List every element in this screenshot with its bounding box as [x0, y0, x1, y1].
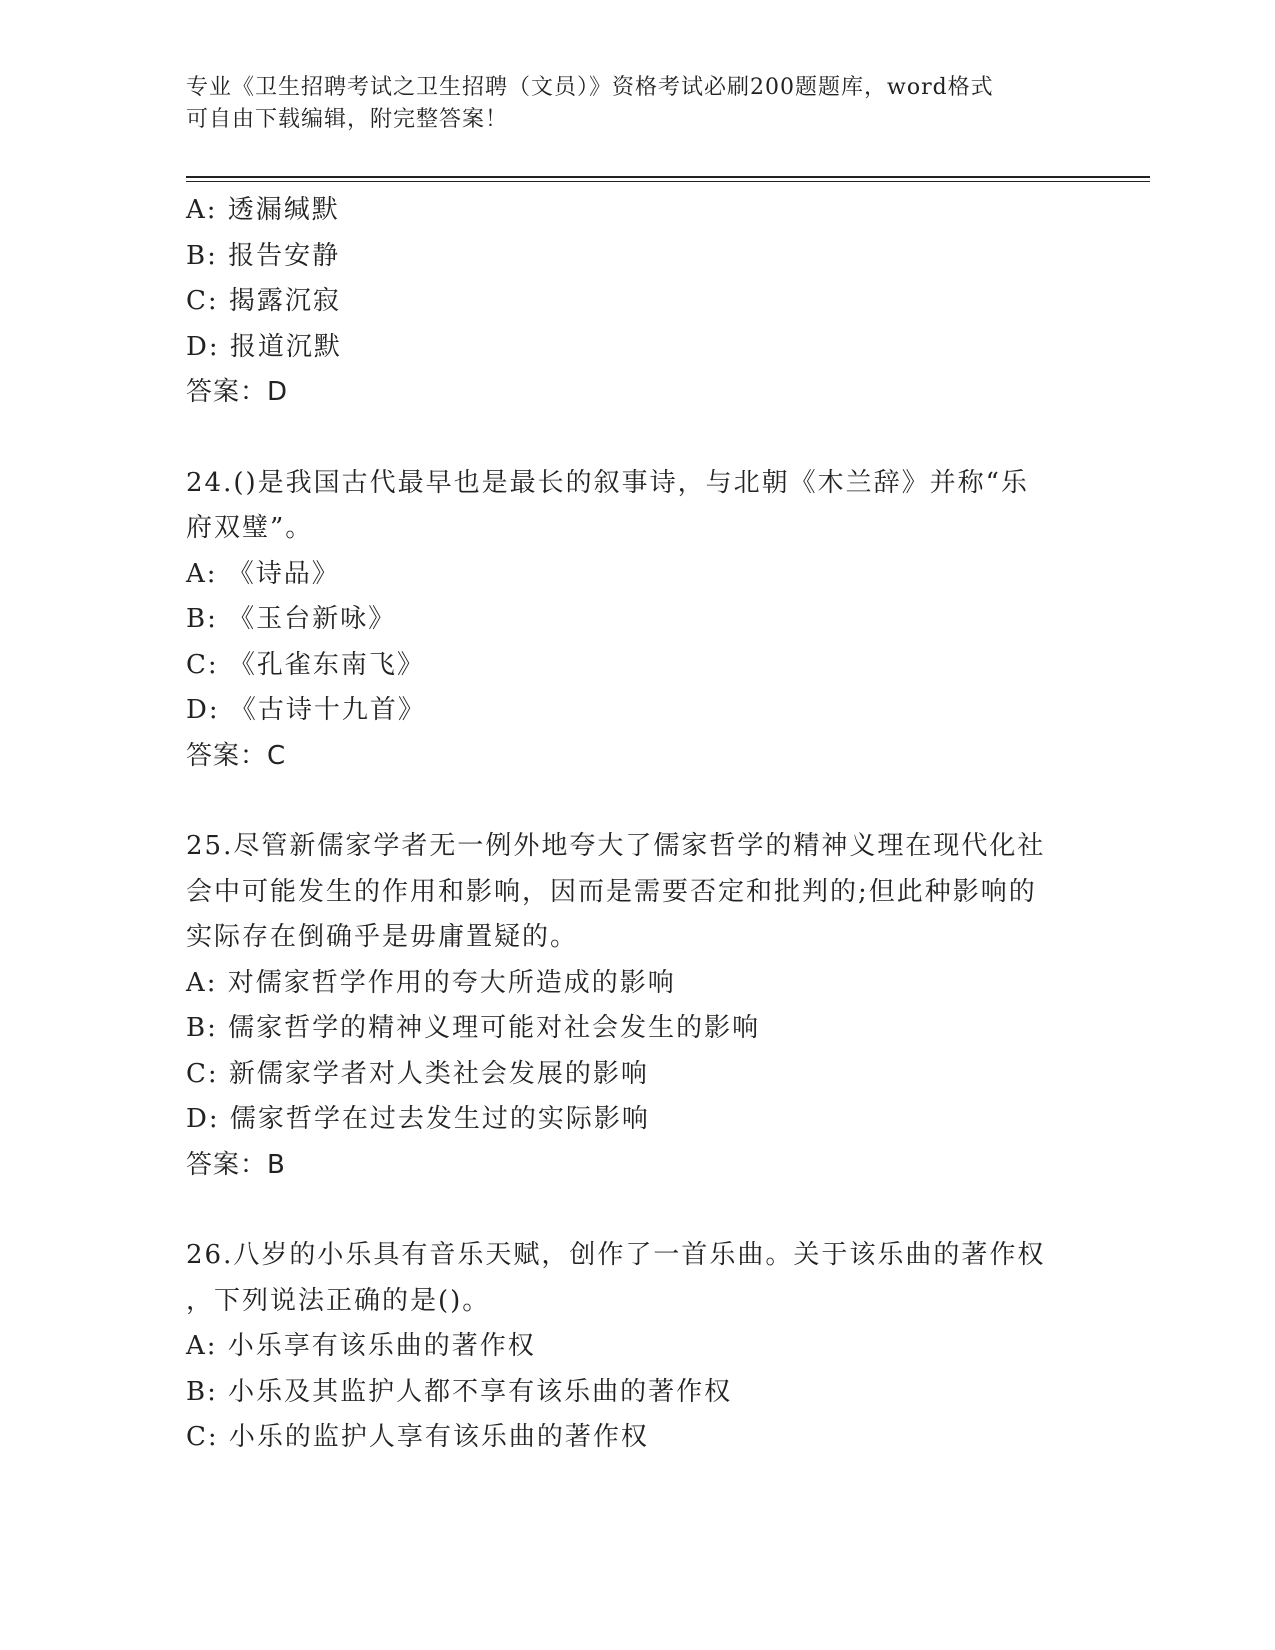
answer: 答案：C	[186, 740, 287, 771]
header-divider-thick	[186, 176, 1150, 178]
question-stem-line: 24.()是我国古代最早也是最长的叙事诗，与北朝《木兰辞》并称“乐	[186, 467, 1029, 498]
question-26	[186, 1233, 1066, 1461]
header-divider-thin	[186, 181, 1150, 182]
spacer	[186, 416, 1066, 461]
option-b: B: 小乐及其监护人都不享有该乐曲的著作权	[186, 1376, 733, 1407]
header-line-1: 专业《卫生招聘考试之卫生招聘（文员）》资格考试必刷200题题库，word格式	[186, 75, 994, 100]
answer: 答案：D	[186, 377, 289, 407]
question-stem-line: ，下列说法正确的是()。	[186, 1285, 491, 1316]
question-list	[186, 188, 1066, 1461]
option-b: B: 报告安静	[186, 240, 341, 271]
option-d: D: 儒家哲学在过去发生过的实际影响	[186, 1104, 650, 1134]
option-a: A: 小乐享有该乐曲的著作权	[186, 1331, 536, 1361]
spacer	[186, 1188, 1066, 1233]
question-stem-line: 实际存在倒确乎是毋庸置疑的。	[186, 922, 579, 952]
question-stem-line: 府双璧”。	[186, 513, 314, 543]
question-23	[186, 188, 1066, 416]
header-line-2: 可自由下载编辑，附完整答案！	[186, 107, 509, 132]
spacer	[186, 779, 1066, 824]
question-stem-line: 26.八岁的小乐具有音乐天赋，创作了一首乐曲。关于该乐曲的著作权	[186, 1240, 1046, 1270]
option-c: C: 《孔雀东南飞》	[186, 649, 425, 680]
question-stem-line: 会中可能发生的作用和影响，因而是需要否定和批判的;但此种影响的	[186, 876, 1037, 907]
option-c: C: 小乐的监护人享有该乐曲的著作权	[186, 1422, 649, 1452]
option-b: B: 《玉台新咏》	[186, 604, 397, 634]
option-c: C: 新儒家学者对人类社会发展的影响	[186, 1058, 649, 1089]
document-header	[186, 72, 1066, 136]
option-a: A: 《诗品》	[186, 558, 340, 589]
option-b: B: 儒家哲学的精神义理可能对社会发生的影响	[186, 1013, 761, 1043]
question-stem-line: 25.尽管新儒家学者无一例外地夸大了儒家哲学的精神义理在现代化社	[186, 831, 1046, 861]
option-a: A: 透漏缄默	[186, 195, 340, 225]
question-24	[186, 461, 1066, 780]
answer: 答案：B	[186, 1149, 286, 1180]
question-25	[186, 824, 1066, 1188]
option-d: D: 报道沉默	[186, 331, 342, 362]
option-c: C: 揭露沉寂	[186, 286, 341, 316]
option-d: D: 《古诗十九首》	[186, 695, 426, 725]
option-a: A: 对儒家哲学作用的夸大所造成的影响	[186, 967, 676, 998]
